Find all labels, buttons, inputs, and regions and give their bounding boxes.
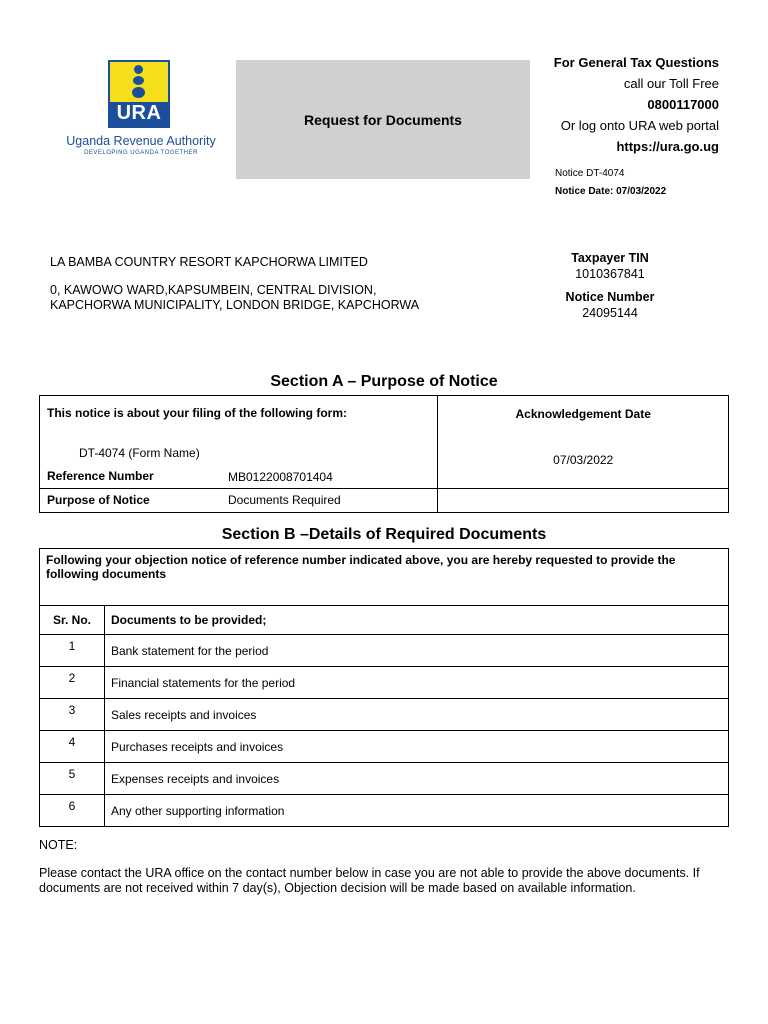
- row-sr: 4: [40, 731, 105, 763]
- tin-label: Taxpayer TIN: [571, 251, 649, 265]
- logo-acronym: URA: [116, 102, 162, 124]
- logo-dot-icon: [133, 76, 144, 85]
- row-doc: Bank statement for the period: [105, 635, 729, 667]
- document-title-box: [236, 60, 530, 179]
- ura-logo: [52, 58, 230, 168]
- col-header-docs: Documents to be provided;: [105, 606, 729, 635]
- row-doc: Sales receipts and invoices: [105, 699, 729, 731]
- purpose-label: Purpose of Notice: [47, 493, 150, 507]
- contact-heading: For General Tax Questions: [553, 55, 719, 70]
- notice-date: Notice Date: 07/03/2022: [555, 186, 667, 197]
- purpose-value: Documents Required: [228, 493, 341, 507]
- form-name: DT-4074 (Form Name): [79, 446, 200, 460]
- row-sr: 2: [40, 667, 105, 699]
- address-line-1: 0, KAWOWO WARD,KAPSUMBEIN, CENTRAL DIVISION,: [50, 283, 377, 297]
- note-section: [39, 838, 739, 896]
- notice-form: Notice DT-4074: [555, 168, 625, 179]
- contact-info: [554, 52, 719, 157]
- contact-toll-free-label: call our Toll Free: [623, 76, 719, 91]
- row-doc: Any other supporting information: [105, 795, 729, 827]
- filing-label: This notice is about your filing of the following form:: [47, 406, 347, 420]
- taxpayer-address: [50, 255, 419, 313]
- taxpayer-name: LA BAMBA COUNTRY RESORT KAPCHORWA LIMITED: [50, 255, 368, 269]
- address-line-2: KAPCHORWA MUNICIPALITY, LONDON BRIDGE, KAPCHORWA: [50, 298, 420, 312]
- table-row: [40, 667, 729, 699]
- document-title: Request for Documents: [304, 111, 462, 128]
- section-a-table: [39, 395, 729, 513]
- reference-label: Reference Number: [47, 469, 154, 483]
- table-row: [40, 635, 729, 667]
- section-b-table: [39, 548, 729, 827]
- section-b-intro: Following your objection notice of reference number indicated above, you are hereby requested to provide the following documents: [40, 549, 729, 606]
- notice-number-label: Notice Number: [565, 290, 655, 304]
- logo-org-name: Uganda Revenue Authority: [66, 134, 216, 148]
- filing-cell: [40, 396, 438, 489]
- contact-toll-free-number: 0800117000: [647, 97, 719, 112]
- purpose-cell: [40, 489, 438, 513]
- logo-dot-icon: [134, 65, 143, 74]
- note-heading: NOTE:: [39, 838, 78, 852]
- row-doc: Expenses receipts and invoices: [105, 763, 729, 795]
- row-sr: 3: [40, 699, 105, 731]
- notice-meta: [555, 165, 666, 201]
- row-sr: 1: [40, 635, 105, 667]
- col-header-sr: Sr. No.: [40, 606, 105, 635]
- row-doc: Financial statements for the period: [105, 667, 729, 699]
- note-text: Please contact the URA office on the contact number below in case you are not able to provide the above documents. If documents are not received within 7 day(s), Objection decision will be made based on available information.: [39, 866, 700, 895]
- notice-number-value: 24095144: [582, 306, 638, 320]
- contact-portal-link[interactable]: https://ura.go.ug: [616, 139, 719, 154]
- ack-cell: [438, 396, 729, 489]
- section-b-title: Section B –Details of Required Documents: [221, 526, 547, 543]
- row-sr: 6: [40, 795, 105, 827]
- section-a-title: Section A – Purpose of Notice: [270, 373, 498, 390]
- reference-value: MB0122008701404: [228, 470, 333, 484]
- logo-emblem: [108, 60, 170, 128]
- logo-tagline: DEVELOPING UGANDA TOGETHER: [84, 150, 198, 156]
- tin-value: 1010367841: [575, 267, 645, 281]
- logo-yellow-panel: [110, 62, 168, 102]
- table-row: [40, 731, 729, 763]
- purpose-empty-cell: [438, 489, 729, 513]
- table-row: [40, 795, 729, 827]
- taxpayer-ids: [560, 250, 660, 321]
- logo-dot-icon: [132, 87, 145, 98]
- contact-portal-label: Or log onto URA web portal: [560, 118, 719, 133]
- table-row: [40, 763, 729, 795]
- ack-date: 07/03/2022: [553, 453, 614, 467]
- row-sr: 5: [40, 763, 105, 795]
- ack-label: Acknowledgement Date: [515, 407, 651, 421]
- row-doc: Purchases receipts and invoices: [105, 731, 729, 763]
- table-row: [40, 699, 729, 731]
